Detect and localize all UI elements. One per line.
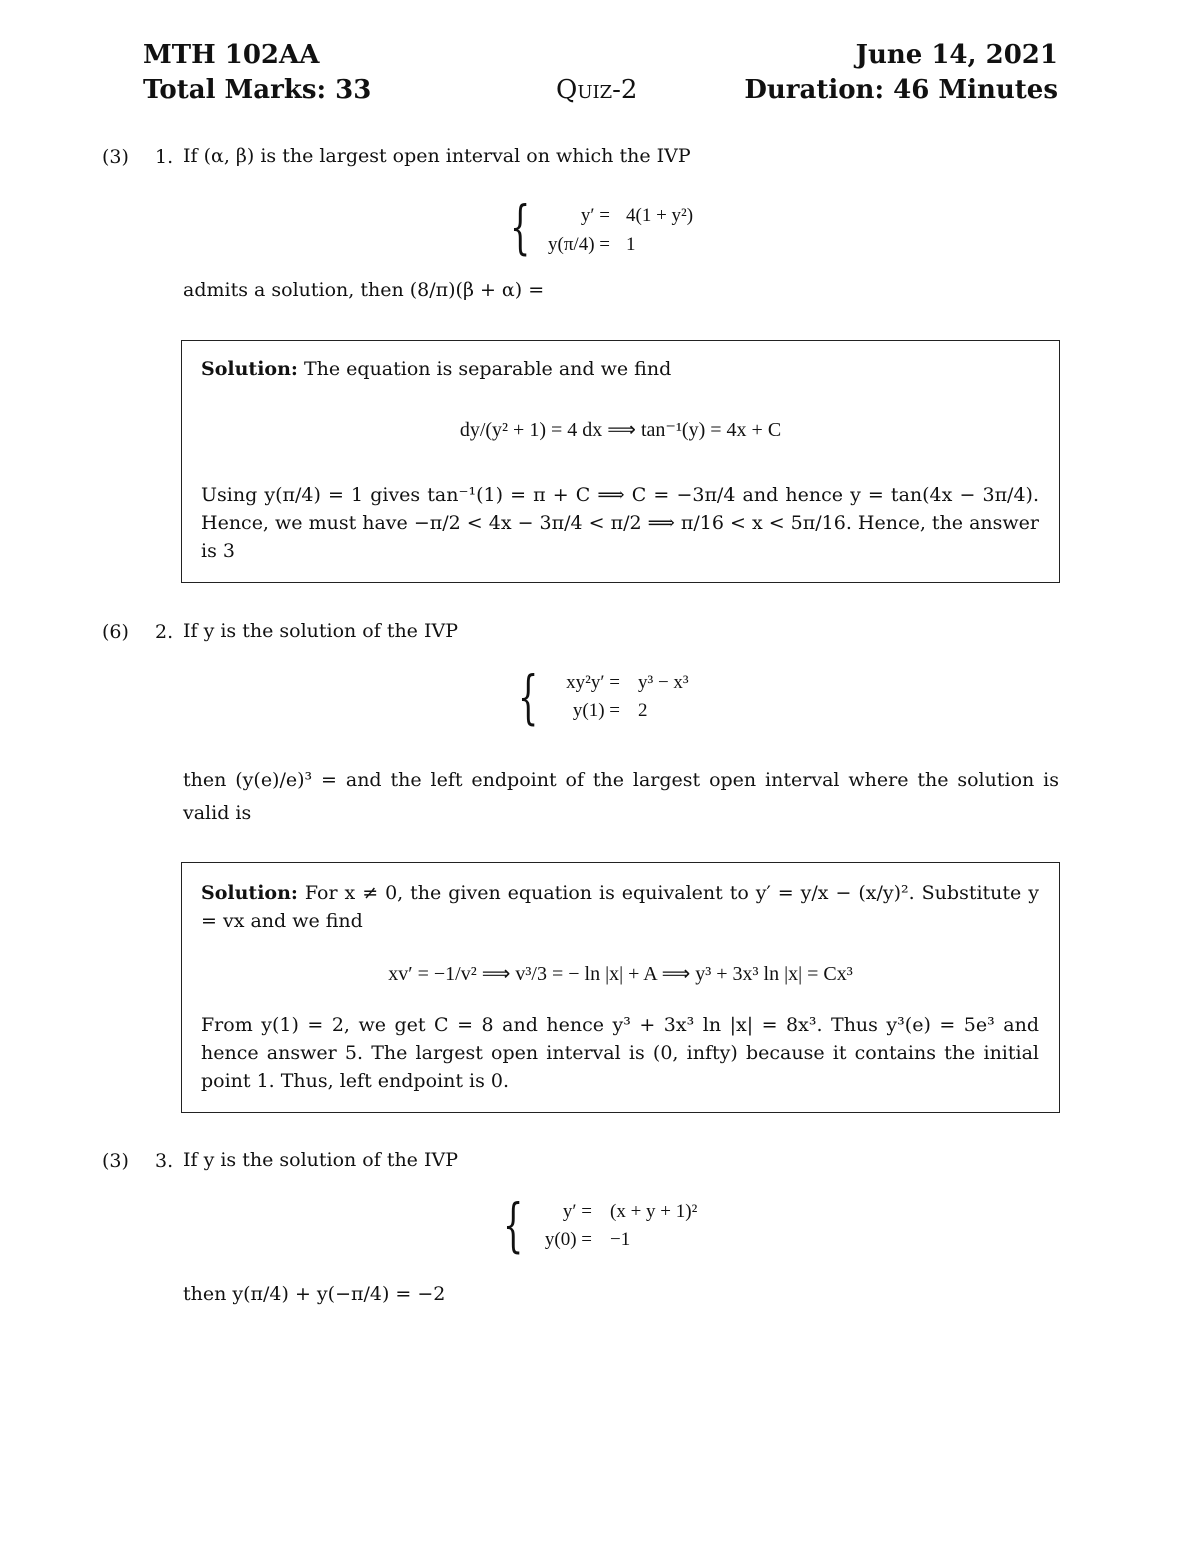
- q2-prompt: If y is the solution of the IVP: [183, 620, 458, 642]
- q1-number: 1.: [155, 146, 174, 168]
- q1-solution-body: Using y(π/4) = 1 gives tan⁻¹(1) = π + C ⟹ C = −3π/4 and hence y = tan(4x − 3π/4). Hence, we must have −π/2 < 4x − 3π/4 < π/2 ⟹ π/16 < x < 5π/16. Hence, the answer is 3: [201, 484, 1039, 562]
- course-code: MTH 102AA: [143, 40, 320, 70]
- q3-eq1-rhs: (x + y + 1)²: [610, 1201, 698, 1222]
- q1-solution-box: [181, 340, 1060, 583]
- q2-solution-display: xv′ = −1/v² ⟹ v³/3 = − ln |x| + A ⟹ y³ + 3x³ ln |x| = Cx³: [388, 963, 853, 985]
- q2-solution-box: [181, 862, 1060, 1113]
- q1-eq2-rhs: 1: [626, 234, 636, 255]
- q1-eq1-lhs: y′ =: [580, 205, 610, 226]
- q2-number: 2.: [155, 621, 174, 643]
- q3-brace: {: [503, 1191, 524, 1259]
- q3-prompt: If y is the solution of the IVP: [183, 1149, 458, 1171]
- q2-brace: {: [518, 663, 539, 731]
- q2-eq2-rhs: 2: [638, 700, 648, 721]
- q3-tail: then y(π/4) + y(−π/4) = −2: [183, 1283, 446, 1305]
- q2-tail: then (y(e)/e)³ = and the left endpoint of the largest open interval where the solution is valid is: [183, 769, 1059, 824]
- q1-marks: (3): [102, 146, 129, 168]
- q1-tail: admits a solution, then (8/π)(β + α) =: [183, 279, 545, 301]
- q2-solution-body: From y(1) = 2, we get C = 8 and hence y³ + 3x³ ln |x| = 8x³. Thus y³(e) = 5e³ and hence answer 5. The largest open interval is (0, infty) because it contains the initial point 1. Thus, left endpoint is 0.: [201, 1014, 1039, 1092]
- q3-eq2-rhs: −1: [610, 1229, 631, 1250]
- q1-solution-label: Solution:: [201, 358, 298, 380]
- q1-eq2-lhs: y(π/4) =: [548, 234, 610, 255]
- q2-solution-intro: For x ≠ 0, the given equation is equivalent to y′ = y/x − (x/y)². Substitute y = vx and we find: [201, 882, 1039, 932]
- q3-number: 3.: [155, 1150, 174, 1172]
- q3-eq1-lhs: y′ =: [562, 1201, 592, 1222]
- quiz-title: Quiz-2: [556, 75, 638, 105]
- q2-eq1-lhs: xy²y′ =: [566, 672, 620, 693]
- q2-eq1-rhs: y³ − x³: [638, 672, 689, 693]
- q1-solution-display: dy/(y² + 1) = 4 dx ⟹ tan⁻¹(y) = 4x + C: [459, 419, 782, 441]
- q2-eq2-lhs: y(1) =: [572, 700, 620, 721]
- q2-solution-label: Solution:: [201, 882, 298, 904]
- q1-prompt: If (α, β) is the largest open interval on which the IVP: [183, 145, 691, 167]
- q1-solution-intro-line: [201, 355, 1041, 383]
- q3-marks: (3): [102, 1150, 129, 1172]
- q3-eq2-lhs: y(0) =: [544, 1229, 592, 1250]
- exam-date: June 14, 2021: [855, 40, 1058, 70]
- total-marks: Total Marks: 33: [143, 75, 372, 105]
- duration: Duration: 46 Minutes: [744, 75, 1058, 105]
- q1-solution-intro: The equation is separable and we find: [303, 358, 672, 380]
- q1-eq1-rhs: 4(1 + y²): [626, 205, 694, 226]
- q2-solution-intro-line: [201, 879, 1039, 935]
- q1-brace: {: [510, 193, 531, 261]
- q2-marks: (6): [102, 621, 129, 643]
